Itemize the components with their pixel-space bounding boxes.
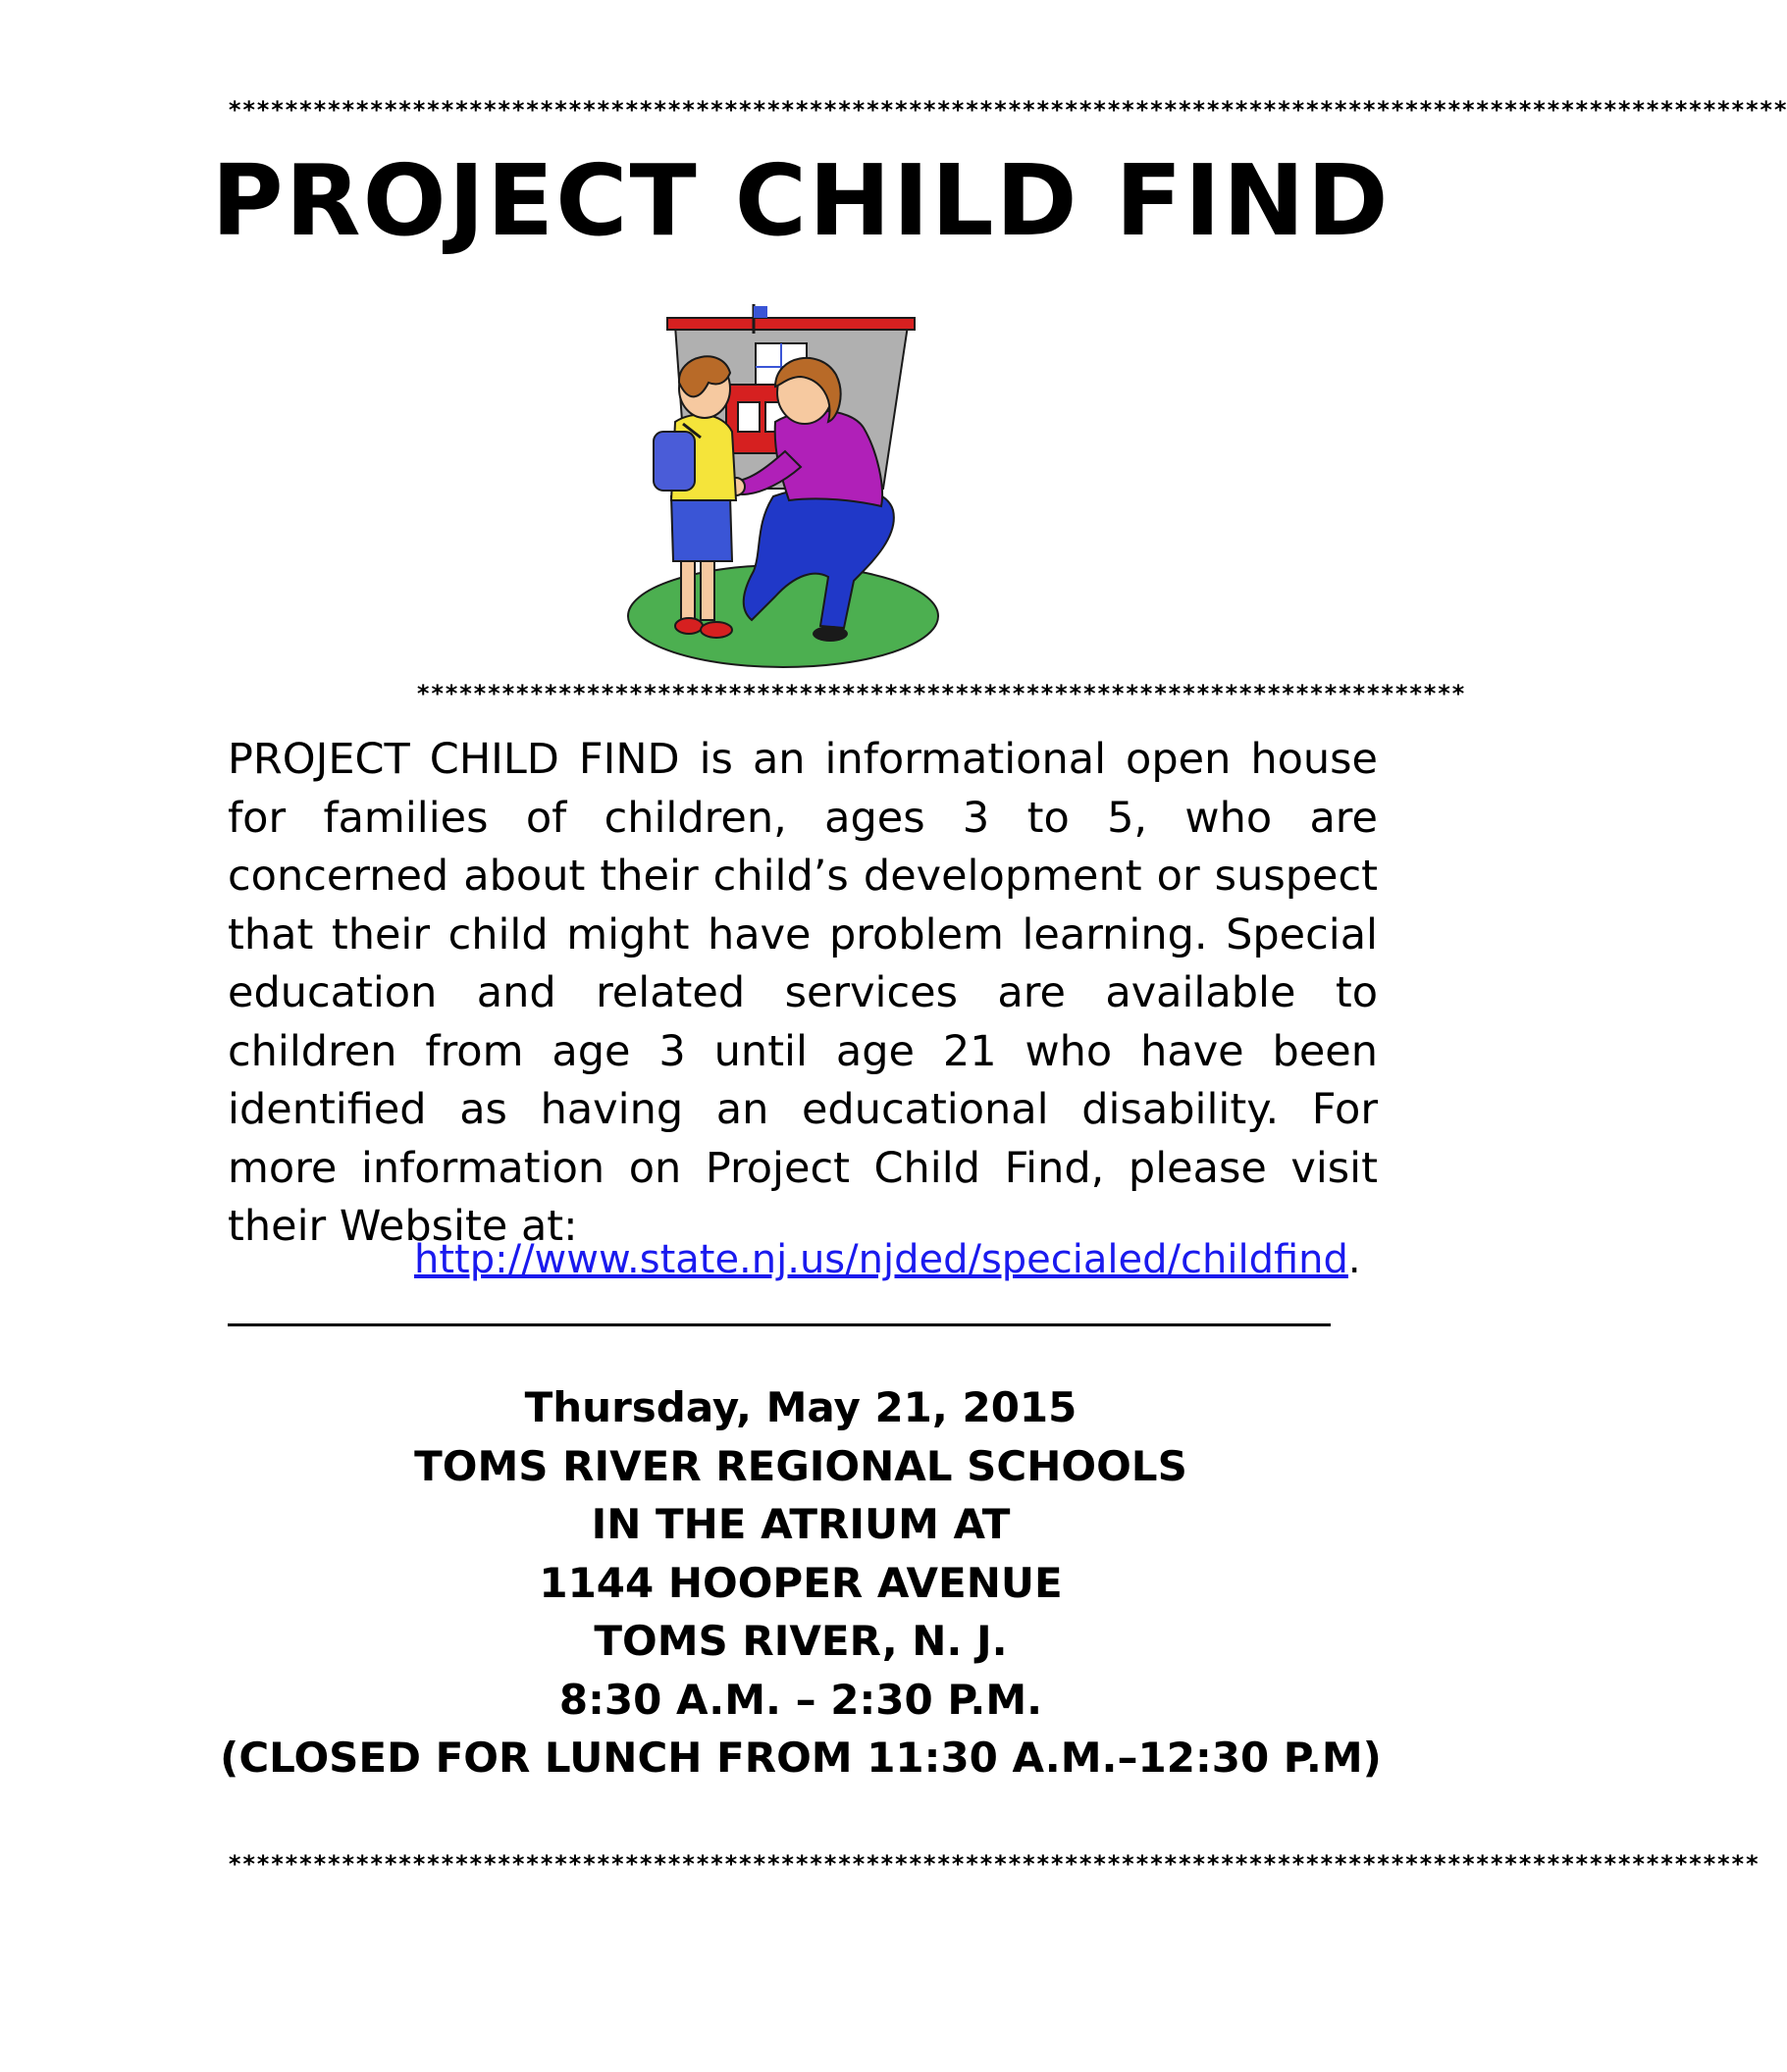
top-star-divider: ************************************************************************************************************** [228,96,1787,124]
description-lead: PROJECT CHILD FIND [228,735,680,784]
description-paragraph [228,731,1378,1257]
website-link-line [414,1236,1395,1283]
page-title: PROJECT CHILD FIND [211,143,1391,258]
event-date: Thursday, May 21, 2015 [524,1383,1077,1431]
event-city: TOMS RIVER, N. J. [594,1617,1008,1665]
event-hours: 8:30 A.M. – 2:30 P.M. [558,1675,1043,1724]
school-child-and-mother-clipart-icon [628,304,962,677]
event-details [177,1378,1425,1787]
event-host: TOMS RIVER REGIONAL SCHOOLS [414,1441,1187,1490]
horizontal-rule [228,1323,1331,1326]
website-link[interactable]: http://www.state.nj.us/njded/specialed/childfind [414,1237,1348,1282]
middle-star-divider: ************************************************************************** [416,680,1466,707]
event-location-intro: IN THE ATRIUM AT [591,1500,1011,1548]
link-trailing-period: . [1347,1237,1361,1282]
school-child-illustration [628,304,962,677]
description-body: is an informational open house for families of children, ages 3 to 5, who are concerned about their child’s development or suspect that their child might have problem learning. Special education and related services are available to children from age 3 until age 21 who have been identified as having an educational disability. For more information on Project Child Find, please visit their Website at: [228,735,1378,1251]
bottom-star-divider: ************************************************************************************************************ [228,1850,1760,1878]
event-lunch-note: (CLOSED FOR LUNCH FROM 11:30 A.M.–12:30 P.M) [220,1734,1382,1782]
event-street: 1144 HOOPER AVENUE [539,1558,1063,1607]
